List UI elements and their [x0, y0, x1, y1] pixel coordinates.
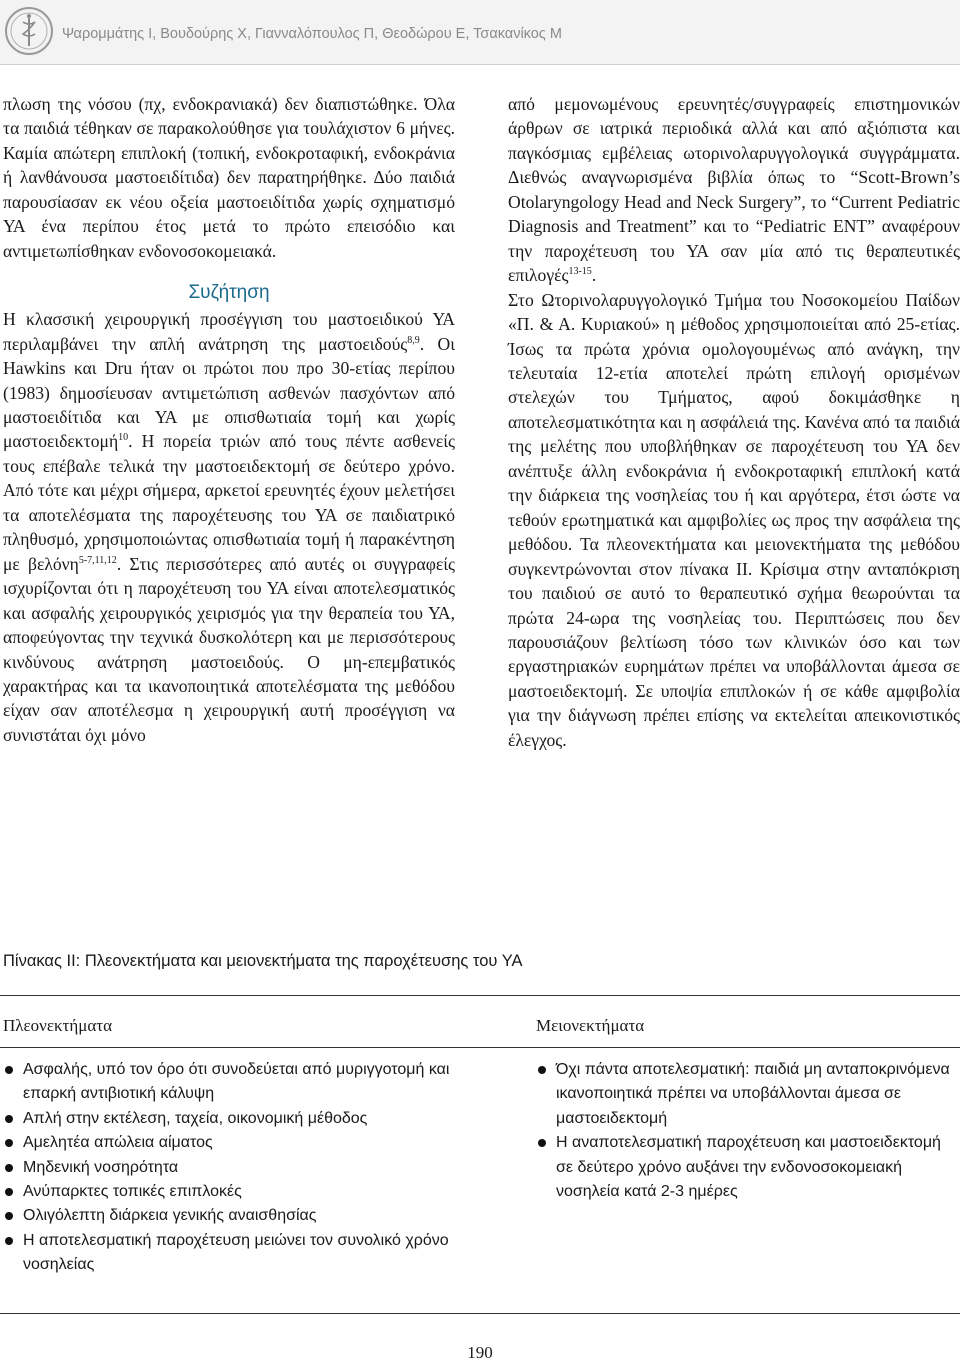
list-item: Ολιγόλεπτη διάρκεια γενικής αναισθησίας	[3, 1204, 473, 1228]
citation-ref: 8,9	[407, 334, 420, 346]
list-item: Μηδενική νοσηρότητα	[3, 1156, 473, 1180]
discussion-text-4: . Στις περισσότερες από αυτές οι συγγραφείς ισχυρίζονται ότι η παροχέτευση του ΥΑ είναι αποτελεσματικός και ασφαλής χειρουργικός χειρισμός για την θεραπεία του ΥΑ, αποφεύγοντας την τεχνικά δυσκολότερη και με περισσότερους κινδύνους ανάτρηση μαστοειδούς. Ο μη-επεμβατικός χαρακτήρας και τα ικανοποιητικά αποτελέσματα της μεθόδου είχαν σαν αποτέλεσμα η χειρουργική αυτή προσέγγιση να συνιστάται όχι μόνο	[3, 553, 455, 745]
list-item: Όχι πάντα αποτελεσματική: παιδιά μη ανταποκρινόμενα ικανοποιητικά πρέπει να υποβάλλονται άμεσα σε μαστοειδεκτομή	[536, 1058, 956, 1131]
advantages-list	[3, 1058, 473, 1278]
bullet-icon	[5, 1164, 13, 1172]
list-item: Η αποτελεσματική παροχέτευση μειώνει τον συνολικό χρόνο νοσηλείας	[3, 1229, 473, 1278]
list-item: Αμελητέα απώλεια αίματος	[3, 1131, 473, 1155]
bullet-icon	[538, 1066, 546, 1074]
right-paragraph-1	[508, 92, 960, 288]
right-text-1: από μεμονωμένους ερευνητές/συγγραφείς επιστημονικών άρθρων σε ιατρικά περιοδικά αλλά και από αξιόπιστα και παγκόσμιας εμβέλειας ωτορινολαρυγγολογικά συγγράμματα. Διεθνώς αναγνωρισμένα βιβλία όπως το “Scott-Brown’s Otolaryngology Head and Neck Surgery”, το “Current Pediatric Diagnosis and Treatment” και το “Pediatric ENT” αναφέρουν την παροχέτευση του ΥΑ σαν μία από τις θεραπευτικές επιλογές	[508, 94, 960, 286]
right-text-column	[508, 92, 960, 752]
page-header	[0, 0, 960, 65]
table-bottom-rule	[0, 1313, 960, 1314]
right-paragraph-2: Στο Ωτορινολαρυγγολογικό Τμήμα του Νοσοκομείου Παίδων «Π. & Α. Κυριακού» η μέθοδος χρησιμοποιείται από 25-ετίας. Ίσως τα πρώτα χρόνια ομολογουμένως από ανάγκη, την τελευταία 12-ετία αποτελεί πρώτη επιλογή ορισμένων στελεχών του Τμήματος, αφού δοκιμάσθηκε η αποτελεσματικότητα και η ασφάλειά της. Κανένα από τα παιδιά της μελέτης που υποβλήθηκαν σε παροχέτευση του ΥΑ δεν ανέπτυξε άλλη ενδοκράνια ή ενδοκροταφική επιπλοκή κατά την διάρκεια της νοσηλείας του ή και αργότερα, έτσι ώστε να τεθούν ερωτηματικά και αμφιβολίες ως προς την ασφάλεια της μεθόδου. Τα πλεονεκτήματα και μειονεκτήματα της μεθόδου συγκεντρώνονται στον πίνακα ΙΙ. Κρίσιμα στην ανταπόκριση του παιδιού σε αυτό το θεραπευτικό σχήμα θεωρούνται τα πρώτα 24-ωρα της νοσηλείας του. Περιπτώσεις που δεν παρουσιάζουν βελτίωση τόσο των κλινικών όσο και των εργαστηριακών ευρημάτων πρέπει να υποβάλλονται άμεσα σε μαστοειδεκτομή. Σε υποψία επιπλοκών ή σε κάθε αμφιβολία για την διάγνωση πρέπει επίσης να εκτελείται απεικονιστικός έλεγχος.	[508, 289, 960, 750]
table-header-disadvantages: Μειονεκτήματα	[536, 1016, 645, 1035]
discussion-paragraph	[3, 307, 455, 747]
disadvantages-list	[536, 1058, 956, 1204]
bullet-icon	[5, 1212, 13, 1220]
page-number: 190	[467, 1343, 493, 1362]
intro-paragraph: πλωση της νόσου (πχ, ενδοκρανιακά) δεν διαπιστώθηκε. Όλα τα παιδιά τέθηκαν σε παρακολούθησε για τουλάχιστον 6 μήνες. Καμία απώτερη επιπλοκή (τοπική, ενδοκροταφική, ενδοκράνια ή λανθάνουσα μαστοειδίτιδα) δεν παρατηρήθηκε. Δύο παιδιά παρουσίασαν εκ νέου οξεία μαστοειδίτιδα χωρίς σχηματισμό ΥΑ ένα περίπου έτος μετά το πρώτο επεισόδιο και αντιμετωπίσθηκαν ενδονοσοκομειακά.	[3, 94, 455, 261]
table-top-rule	[0, 995, 960, 996]
running-header-authors: Ψαρομμάτης Ι, Βουδούρης Χ, Γιανναλόπουλος Π, Θεοδώρου Ε, Τσακανίκος Μ	[62, 26, 562, 42]
left-text-column	[3, 92, 455, 747]
bullet-icon	[5, 1237, 13, 1245]
citation-ref: 5-7,11,12	[78, 554, 117, 566]
table-header-rule	[0, 1047, 960, 1048]
citation-ref: 10	[118, 432, 129, 444]
discussion-text-1: Η κλασσική χειρουργική προσέγγιση του μαστοειδικού ΥΑ περιλαμβάνει την απλή ανάτρηση της μαστοειδούς	[3, 309, 455, 354]
bullet-icon	[538, 1139, 546, 1147]
table-header-advantages: Πλεονεκτήματα	[3, 1016, 113, 1035]
list-item: Ανύπαρκτες τοπικές επιπλοκές	[3, 1180, 473, 1204]
discussion-text-3: . Η πορεία τριών από τους πέντε ασθενείς τους επέβαλε τελικά την μαστοειδεκτομή σε δεύτερο χρόνο. Από τότε και μέχρι σήμερα, αρκετοί ερευνητές έχουν μελετήσει τα αποτελέσματα της παροχέτευσης του ΥΑ σε παιδιατρικό πληθυσμό, χρησιμοποιώντας οπισθωτιαία τομή ή παρακέντηση με βελόνη	[3, 431, 455, 574]
list-item: Ασφαλής, υπό τον όρο ότι συνοδεύεται από μυριγγοτομή και επαρκή αντιβιοτική κάλυψη	[3, 1058, 473, 1107]
bullet-icon	[5, 1188, 13, 1196]
section-title-discussion: Συζήτηση	[188, 282, 270, 304]
list-item: Απλή στην εκτέλεση, ταχεία, οικονομική μέθοδος	[3, 1107, 473, 1131]
right-text-1-end: .	[591, 265, 597, 286]
discussion-text-2: . Οι Hawkins και Dru ήταν οι πρώτοι που προ 30-ετίας περίπου (1983) δημοσίευσαν αντιμετώπιση ασθενών πασχόντων από μαστοειδίτιδα και ΥΑ με οπισθωτιαία τομή και χωρίς μαστοειδεκτομή	[3, 333, 455, 452]
citation-ref: 13-15	[568, 266, 592, 278]
bullet-icon	[5, 1139, 13, 1147]
list-item: Η αναποτελεσματική παροχέτευση και μαστοειδεκτομή σε δεύτερο χρόνο αυξάνει την ενδονοσοκομειακή νοσηλεία κατά 2-3 ημέρες	[536, 1131, 956, 1204]
table-caption: Πίνακας ΙΙ: Πλεονεκτήματα και μειονεκτήματα της παροχέτευσης του ΥΑ	[3, 952, 523, 970]
caduceus-seal-icon	[4, 6, 54, 56]
bullet-icon	[5, 1066, 13, 1074]
bullet-icon	[5, 1115, 13, 1123]
